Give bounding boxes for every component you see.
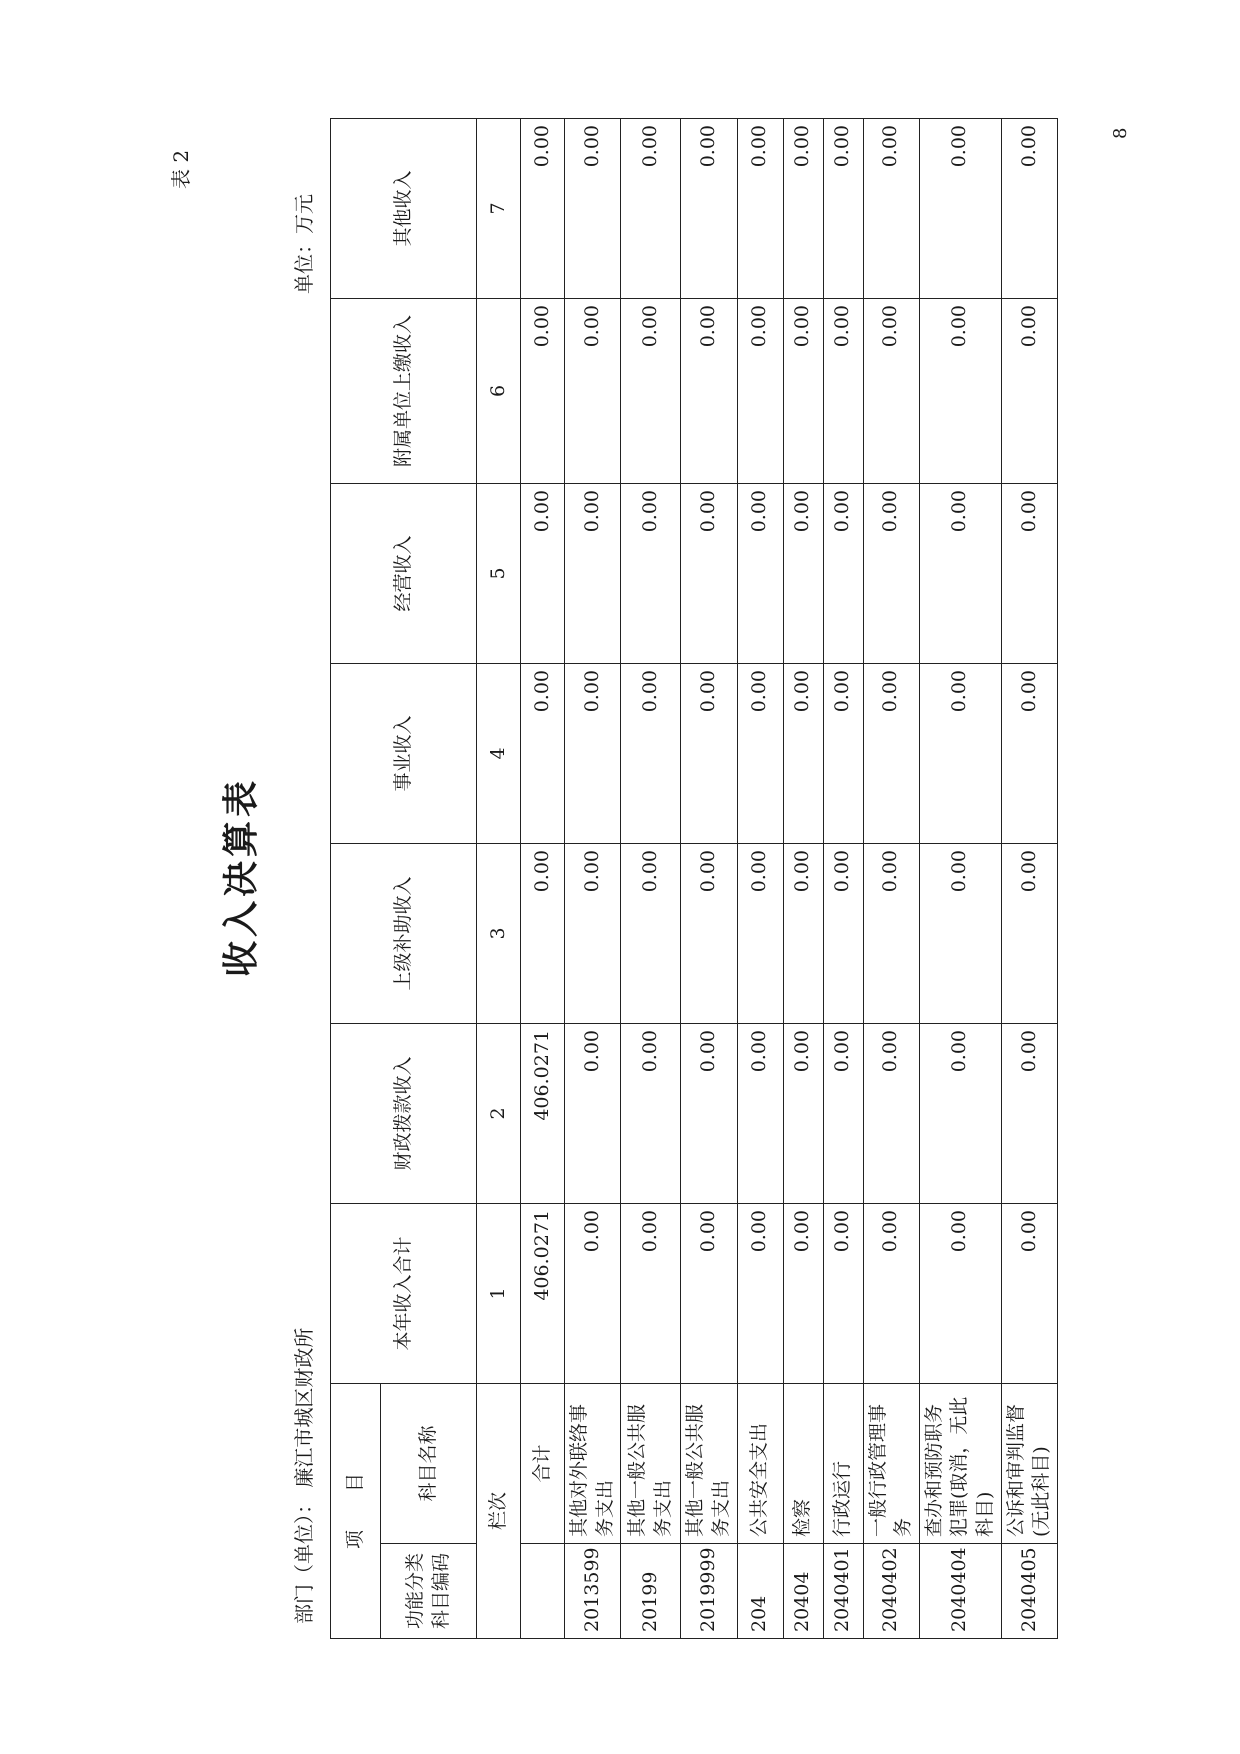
value-cell: 0.00: [737, 663, 783, 843]
col-header-operation: 经营收入: [331, 483, 477, 663]
table-row: [1001, 118, 1057, 1638]
total-value: 0.00: [521, 663, 565, 843]
value-cell: 0.00: [783, 1023, 823, 1203]
code-cell: 204: [737, 1544, 783, 1639]
total-value: 406.0271: [521, 1203, 565, 1383]
value-cell: 0.00: [919, 483, 1001, 663]
value-cell: 0.00: [681, 1023, 737, 1203]
value-cell: 0.00: [783, 1203, 823, 1383]
value-cell: 0.00: [863, 663, 919, 843]
index-cell: 5: [477, 483, 521, 663]
value-cell: 0.00: [823, 1203, 863, 1383]
total-value: 0.00: [521, 118, 565, 298]
code-cell: 2013599: [565, 1544, 621, 1639]
index-cell: 3: [477, 843, 521, 1023]
code-cell: 2040402: [863, 1544, 919, 1639]
col-header-affiliated: 附属单位上缴收入: [331, 298, 477, 483]
table-row: [565, 118, 621, 1638]
value-cell: 0.00: [1001, 118, 1057, 298]
value-cell: 0.00: [565, 1203, 621, 1383]
value-cell: 0.00: [621, 843, 681, 1023]
value-cell: 0.00: [681, 118, 737, 298]
table-row: [919, 118, 1001, 1638]
value-cell: 0.00: [565, 118, 621, 298]
value-cell: 0.00: [783, 483, 823, 663]
row-label: 栏次: [477, 1383, 521, 1638]
index-cell: 1: [477, 1203, 521, 1383]
index-cell: 7: [477, 118, 521, 298]
table-row: [783, 118, 823, 1638]
value-cell: 0.00: [565, 1023, 621, 1203]
total-row: [521, 118, 565, 1638]
value-cell: 0.00: [1001, 298, 1057, 483]
col-header-superior: 上级补助收入: [331, 843, 477, 1023]
value-cell: 0.00: [863, 843, 919, 1023]
code-cell: 2040401: [823, 1544, 863, 1639]
value-cell: 0.00: [1001, 1023, 1057, 1203]
value-cell: 0.00: [681, 843, 737, 1023]
table-row: [863, 118, 919, 1638]
value-cell: 0.00: [1001, 663, 1057, 843]
col-header-total: 本年收入合计: [331, 1203, 477, 1383]
value-cell: 0.00: [621, 118, 681, 298]
value-cell: 0.00: [823, 843, 863, 1023]
table-number: 表 2: [169, 149, 193, 189]
header-row-top: [331, 118, 381, 1638]
value-cell: 0.00: [863, 1203, 919, 1383]
code-cell: 2019999: [681, 1544, 737, 1639]
name-cell: 一般行政管理事务: [863, 1383, 919, 1543]
value-cell: 0.00: [681, 1203, 737, 1383]
total-value: 0.00: [521, 843, 565, 1023]
value-cell: 0.00: [783, 298, 823, 483]
value-cell: 0.00: [1001, 1203, 1057, 1383]
value-cell: 0.00: [1001, 843, 1057, 1023]
value-cell: 0.00: [621, 483, 681, 663]
value-cell: 0.00: [823, 663, 863, 843]
value-cell: 0.00: [919, 663, 1001, 843]
index-cell: 2: [477, 1023, 521, 1203]
table-row: [621, 118, 681, 1638]
table-row: [681, 118, 737, 1638]
value-cell: 0.00: [919, 118, 1001, 298]
value-cell: 0.00: [737, 1203, 783, 1383]
value-cell: 0.00: [823, 483, 863, 663]
code-cell: 2040404: [919, 1544, 1001, 1639]
value-cell: 0.00: [863, 483, 919, 663]
total-value: 406.0271: [521, 1023, 565, 1203]
total-label: 合计: [521, 1383, 565, 1543]
code-cell: 20404: [783, 1544, 823, 1639]
code-header: 功能分类科目编码: [381, 1544, 477, 1639]
value-cell: 0.00: [783, 843, 823, 1023]
name-cell: 检察: [783, 1383, 823, 1543]
code-cell: 2040405: [1001, 1544, 1057, 1639]
value-cell: 0.00: [823, 298, 863, 483]
index-cell: 4: [477, 663, 521, 843]
index-cell: 6: [477, 298, 521, 483]
value-cell: 0.00: [919, 843, 1001, 1023]
value-cell: 0.00: [783, 118, 823, 298]
name-cell: 其他对外联络事务支出: [565, 1383, 621, 1543]
name-cell: 公共安全支出: [737, 1383, 783, 1543]
value-cell: 0.00: [737, 1023, 783, 1203]
name-cell: 其他一般公共服务支出: [621, 1383, 681, 1543]
value-cell: 0.00: [783, 663, 823, 843]
value-cell: 0.00: [737, 298, 783, 483]
total-value: 0.00: [521, 298, 565, 483]
value-cell: 0.00: [737, 118, 783, 298]
value-cell: 0.00: [681, 483, 737, 663]
value-cell: 0.00: [621, 1023, 681, 1203]
table-row: [737, 118, 783, 1638]
value-cell: 0.00: [863, 118, 919, 298]
name-cell: 行政运行: [823, 1383, 863, 1543]
value-cell: 0.00: [737, 843, 783, 1023]
total-value: 0.00: [521, 483, 565, 663]
value-cell: 0.00: [621, 1203, 681, 1383]
col-header-other: 其他收入: [331, 118, 477, 298]
value-cell: 0.00: [823, 118, 863, 298]
value-cell: 0.00: [565, 663, 621, 843]
value-cell: 0.00: [919, 1203, 1001, 1383]
value-cell: 0.00: [919, 1023, 1001, 1203]
index-row: [477, 118, 521, 1638]
value-cell: 0.00: [565, 298, 621, 483]
value-cell: 0.00: [681, 663, 737, 843]
value-cell: 0.00: [1001, 483, 1057, 663]
page-title: 收入决算表: [220, 777, 262, 978]
income-table: [330, 118, 1058, 1639]
total-code-cell: [521, 1544, 565, 1639]
name-cell: 其他一般公共服务支出: [681, 1383, 737, 1543]
unit-label: 单位：万元: [292, 194, 316, 294]
name-cell: 查办和预防职务犯罪(取消，无此科目): [919, 1383, 1001, 1543]
value-cell: 0.00: [919, 298, 1001, 483]
item-header: 项 目: [331, 1383, 381, 1638]
value-cell: 0.00: [565, 483, 621, 663]
department-line: 部门（单位）： 廉江市城区财政所: [292, 1327, 316, 1624]
value-cell: 0.00: [565, 843, 621, 1023]
col-header-business: 事业收入: [331, 663, 477, 843]
name-cell: 公诉和审判监督(无此科目): [1001, 1383, 1057, 1543]
value-cell: 0.00: [737, 483, 783, 663]
page-number: 8: [1110, 127, 1131, 139]
value-cell: 0.00: [681, 298, 737, 483]
col-header-fiscal: 财政拨款收入: [331, 1023, 477, 1203]
code-cell: 20199: [621, 1544, 681, 1639]
value-cell: 0.00: [863, 1023, 919, 1203]
value-cell: 0.00: [621, 663, 681, 843]
name-header: 科目名称: [381, 1383, 477, 1543]
value-cell: 0.00: [621, 298, 681, 483]
table-row: [823, 118, 863, 1638]
value-cell: 0.00: [863, 298, 919, 483]
value-cell: 0.00: [823, 1023, 863, 1203]
